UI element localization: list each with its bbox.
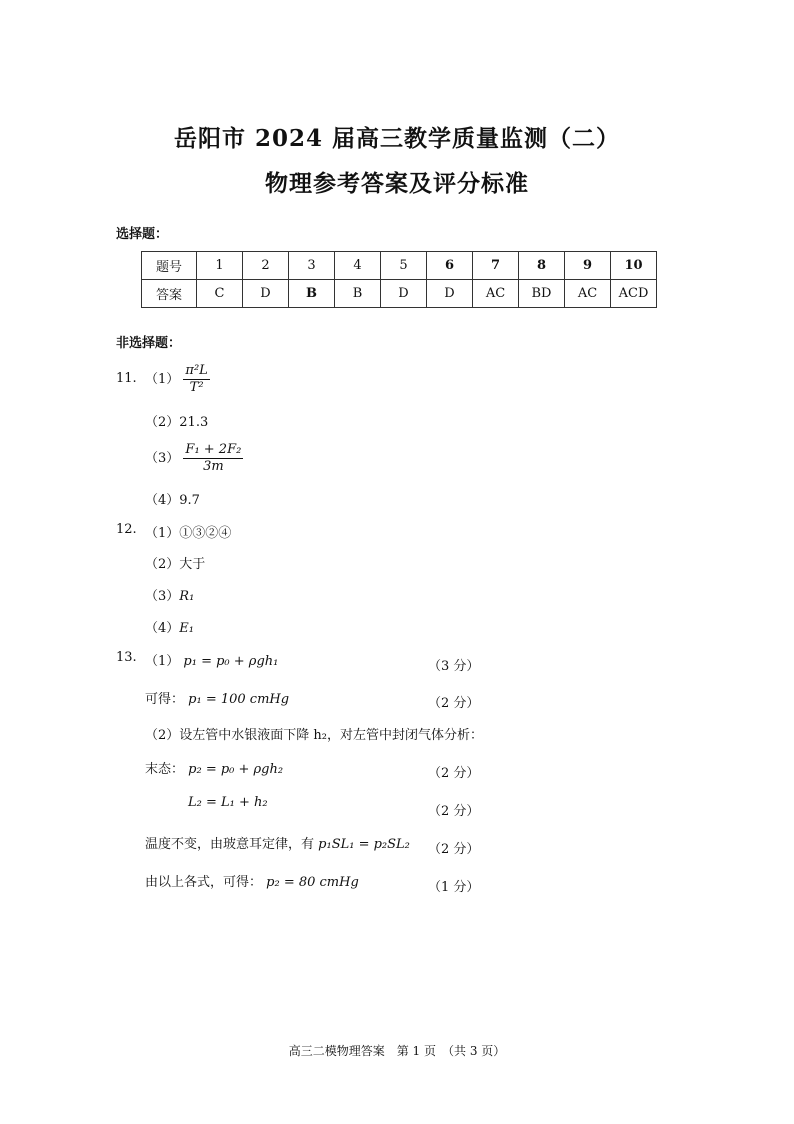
q11-part1-fraction <box>183 364 209 395</box>
table-cell: 7 <box>473 252 519 280</box>
q13-eq1-line <box>145 650 278 669</box>
q13-eq1: p₁ = p₀ + ρgh₁ <box>183 654 279 669</box>
q11-part4-value: 9.7 <box>179 493 200 508</box>
table-cell: B <box>289 280 335 308</box>
table-cell: 9 <box>565 252 611 280</box>
q13-eq3-prefix: 末态： <box>145 762 185 777</box>
table-header-cell: 题号 <box>142 252 197 280</box>
table-row <box>142 252 657 280</box>
q13-score5: （2 分） <box>428 842 480 857</box>
q13-eq5: p₁SL₁ = p₂SL₂ <box>318 837 410 852</box>
q13-eq5-prefix: 温度不变，由玻意耳定律，有 <box>145 837 315 852</box>
mc-section-label: 选择题： <box>116 227 169 242</box>
q11-part3-denominator: 3m <box>203 459 224 474</box>
q11-part2-label: （2） <box>145 415 180 430</box>
q11-part1-label: （1） <box>145 372 180 387</box>
q13-part1-label: （1） <box>145 654 180 669</box>
q12-part3 <box>145 585 194 604</box>
non-mc-section-label: 非选择题： <box>116 336 182 351</box>
q13-part2-label: （2） <box>145 728 180 743</box>
q12-part2 <box>145 553 205 572</box>
q13-part2-intro-line <box>145 724 483 743</box>
table-cell: ACD <box>611 280 657 308</box>
table-cell: 4 <box>335 252 381 280</box>
q13-eq6-line <box>145 871 359 890</box>
table-cell: 10 <box>611 252 657 280</box>
q13-score3: （2 分） <box>428 766 480 781</box>
table-cell: AC <box>473 280 519 308</box>
table-cell: D <box>381 280 427 308</box>
q13-eq6: p₂ = 80 cmHg <box>266 875 359 890</box>
q12-part1 <box>145 522 231 541</box>
table-cell: BD <box>519 280 565 308</box>
q13-score2: （2 分） <box>428 696 480 711</box>
q11-part4 <box>145 489 200 508</box>
q13-eq4: L₂ = L₁ + h₂ <box>188 795 268 810</box>
q12-number: 12. <box>116 522 137 537</box>
q13-number: 13. <box>116 650 137 665</box>
q11-part2 <box>145 411 208 430</box>
q13-eq2-line <box>145 688 289 707</box>
table-cell: AC <box>565 280 611 308</box>
q13-score1: （3 分） <box>428 659 480 674</box>
q12-part2-label: （2） <box>145 557 180 572</box>
q13-eq2: p₁ = 100 cmHg <box>188 692 290 707</box>
q11-part3-label: （3） <box>145 451 180 466</box>
page-footer: 高三二模物理答案 第 1 页 （共 3 页） <box>288 1044 506 1058</box>
table-cell: 3 <box>289 252 335 280</box>
q11-part1 <box>145 364 210 395</box>
q12-part3-value: R₁ <box>179 589 195 604</box>
q12-part1-label: （1） <box>145 526 180 541</box>
q12-part3-label: （3） <box>145 589 180 604</box>
q13-part2-intro: 设左管中水银液面下降 h₂，对左管中封闭气体分析： <box>179 728 483 743</box>
answer-table <box>141 251 657 308</box>
q13-eq6-prefix: 由以上各式，可得： <box>145 875 263 890</box>
table-cell: B <box>335 280 381 308</box>
q11-part4-label: （4） <box>145 493 180 508</box>
table-row <box>142 280 657 308</box>
q12-part4 <box>145 617 194 636</box>
table-cell: 6 <box>427 252 473 280</box>
table-cell: 1 <box>197 252 243 280</box>
q11-part1-denominator: T² <box>189 380 204 395</box>
table-header-cell: 答案 <box>142 280 197 308</box>
table-cell: D <box>427 280 473 308</box>
table-cell: 8 <box>519 252 565 280</box>
q12-part4-value: E₁ <box>179 621 194 636</box>
q13-eq2-prefix: 可得： <box>145 692 185 707</box>
page-title-line1: 岳阳市 2024 届高三教学质量监测（二） <box>173 125 621 152</box>
q13-score6: （1 分） <box>428 880 480 895</box>
q12-part2-value: 大于 <box>179 557 206 572</box>
q12-part4-label: （4） <box>145 621 180 636</box>
q11-number: 11. <box>116 371 137 386</box>
table-cell: 5 <box>381 252 427 280</box>
table-cell: D <box>243 280 289 308</box>
table-cell: C <box>197 280 243 308</box>
q13-eq3-line <box>145 758 283 777</box>
q11-part2-value: 21.3 <box>179 415 209 430</box>
table-cell: 2 <box>243 252 289 280</box>
page-title-line2: 物理参考答案及评分标准 <box>265 170 529 197</box>
q11-part3-numerator: F₁ + 2F₂ <box>185 442 242 457</box>
q11-part1-numerator: π²L <box>185 363 208 378</box>
q11-part3-fraction <box>183 443 243 474</box>
q12-part1-value: ①③②④ <box>179 526 232 541</box>
q13-eq3: p₂ = p₀ + ρgh₂ <box>188 762 284 777</box>
q13-eq5-line <box>145 833 410 852</box>
q11-part3 <box>145 443 243 474</box>
q13-score4: （2 分） <box>428 804 480 819</box>
